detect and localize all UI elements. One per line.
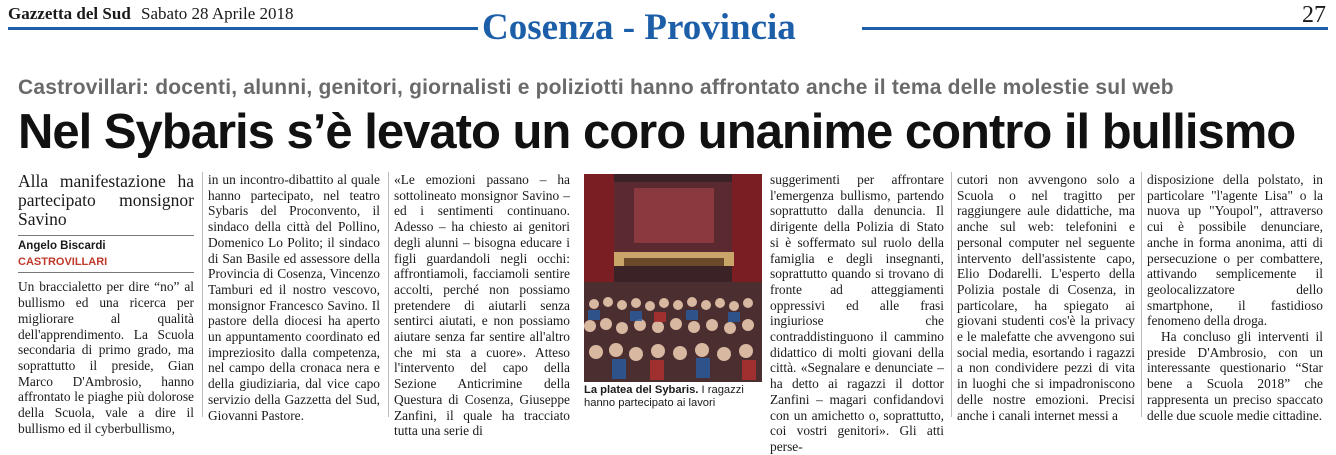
article-column-6 xyxy=(1147,172,1323,423)
article-column-5 xyxy=(957,172,1135,423)
article-kicker: Castrovillari: docenti, alunni, genitori, giornalisti e poliziotti hanno affrontato anche il tema delle molestie sul web xyxy=(18,76,1174,99)
column-text-6a: disposizione della polstato, in particolare "l'agente Lisa" o la nuova up "Youpol", attraverso cui è possibile denunciare, anche in forma anonima, atti di persecuzione o per combattere, attivando semplicemente il geolocalizzatore dello smartphone, il fastidioso fenomeno della droga. xyxy=(1147,172,1323,329)
column-text-2: in un incontro-dibattito al quale hanno partecipato, nel teatro Sybaris del Proconvento, il sindaco della città del Pollino, Domenico Lo Polito; il sindaco di San Basile ed assessore della Provincia di Cosenza, Vincenzo Tamburi ed il nostro vescovo, monsignor Francesco Savino. Il pastore della diocesi ha aperto un appuntamento coordinato ed impreziosito dalla competenza, nel campo della cronaca nera e della giudiziaria, dal vice capo servizio della Gazzetta del Sud, Giovanni Pastore. xyxy=(208,172,380,423)
audience-illustration xyxy=(584,174,762,382)
column-text-1: Un braccialetto per dire “no” al bullismo ed una ricerca per migliorare al qualità dell'apprendimento. La Scuola secondaria di primo grado, ma soprattutto il preside, Gian Marco D'Ambrosio, hanno affrontato le piaghe più dolorose della Scuola, vale a dire il bullismo ed il cyberbullismo, xyxy=(18,279,194,436)
caption-text: I ragazzi hanno partecipato ai lavori xyxy=(584,384,744,409)
column-text-6b: Ha concluso gli interventi il preside D'Ambrosio, con un interessante questionario “Star bene a Scuola 2018” che rappresenta un preciso spaccato delle due scuole medie cittadine. xyxy=(1147,329,1323,423)
theatre-audience-photo xyxy=(584,174,762,382)
masthead xyxy=(8,4,294,24)
page-number: 27 xyxy=(1302,2,1326,28)
article-column-1 xyxy=(18,172,194,436)
header-rule-left xyxy=(8,27,478,30)
column-text-5: cutori non avvengono solo a Scuola o nel tragitto per raggiungere aule didattiche, ma anche sul web: telefonini e personal computer nel seguente intervento dell'assistente capo, Elio Dodarelli. L'esperto della Polizia postale di Cosenza, in particolare, ha spiegato ai giovani studenti cos'è la privacy e le malefatte che avvengono sui social media, esortando i ragazzi a non condividere pezzi di vita in luoghi che si impadroniscono delle nostre emozioni. Precisi anche i canali internet messi a xyxy=(957,172,1135,423)
photo-caption xyxy=(584,384,764,410)
caption-title: La platea del Sybaris. xyxy=(584,384,699,396)
dateline-place: CASTROVILLARI xyxy=(18,255,194,274)
article-column-3 xyxy=(394,172,570,439)
article-column-4 xyxy=(770,172,944,455)
column-divider xyxy=(388,172,389,417)
author-byline: Angelo Biscardi xyxy=(18,235,194,255)
column-divider xyxy=(951,172,952,417)
header-rule-right xyxy=(862,27,1328,30)
column-divider xyxy=(1141,172,1142,417)
article-column-2 xyxy=(208,172,380,423)
article-subhead: Alla manifestazione ha partecipato monsignor Savino xyxy=(18,171,194,229)
issue-date: Sabato 28 Aprile 2018 xyxy=(141,4,294,23)
newspaper-name: Gazzetta del Sud xyxy=(8,4,131,23)
column-divider xyxy=(202,172,203,417)
section-title: Cosenza - Provincia xyxy=(482,7,796,48)
column-text-4: suggerimenti per affrontare l'emergenza bullismo, partendo soprattutto dalla denuncia. Il dirigente della Polizia di Stato si è soffermato sul ruolo della famiglia e degli insegnanti, soprattutto quando si trovano di fronte ad atteggiamenti oppressivi ed alle frasi ingiuriose che contraddistinguono il cammino didattico di molti giovani della città. «Segnalare e denunciate – ha detto ai ragazzi il dottor Zanfini – magari confidandovi con un amichetto o, soprattutto, coi vostri genitori». Gli atti perse- xyxy=(770,172,944,454)
article-headline: Nel Sybaris s’è levato un coro unanime contro il bullismo xyxy=(18,105,1296,159)
column-text-3: «Le emozioni passano – ha sottolineato monsignor Savino – ed i sentimenti continuano. Adesso – ha chiesto ai genitori degli alunni – bisogna educare i figli guardandoli negli occhi: affrontiamoli, facciamoli sentire accolti, perché non possiamo pretendere di aiutarli senza sentirci aiutati, e non possiamo aiutare senza far sentire all'altro che mi sta a cuore». Atteso l'intervento del capo della Sezione Anticrimine della Questura di Cosenza, Giuseppe Zanfini, il quale ha tracciato tutta una serie di xyxy=(394,172,570,439)
